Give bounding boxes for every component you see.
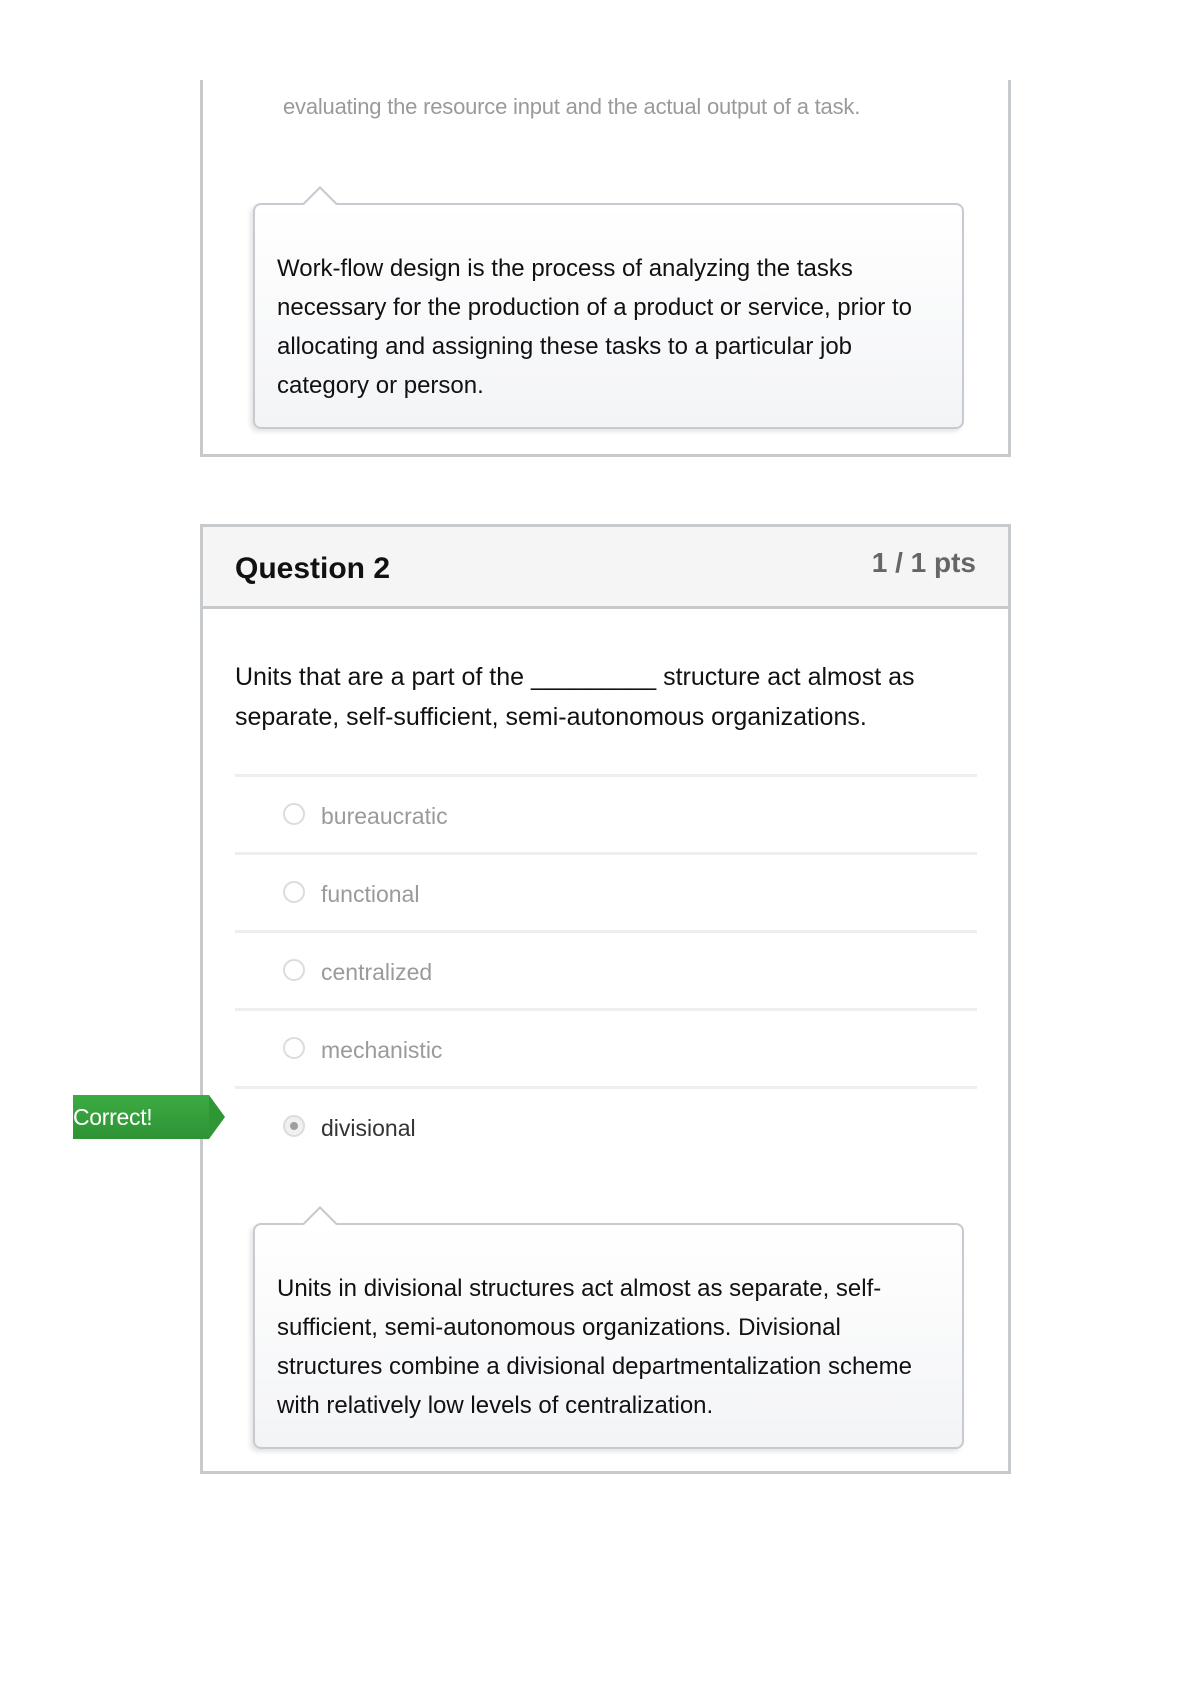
radio-button[interactable] [283,959,305,981]
radio-button[interactable] [283,881,305,903]
question-title: Question 2 [235,552,391,585]
feedback-text: Units in divisional structures act almost as separate, self-sufficient, semi-autonomous organizations. Divisional structures combine a divisional departmentalization scheme with relatively low levels of centralization. [277,1275,912,1419]
answer-label: centralized [321,959,433,985]
answer-label: functional [321,881,420,907]
previous-feedback-text: Work-flow design is the process of analyzing the tasks necessary for the production of a product or service, prior to allocating and assigning these tasks to a particular job category or person. [277,255,912,399]
answer-label: bureaucratic [321,803,448,829]
feedback-callout [253,1223,964,1449]
answer-option[interactable] [235,852,977,930]
answer-option[interactable] [235,930,977,1008]
correct-flag-text: Correct! [73,1104,153,1130]
previous-answer-text: evaluating the resource input and the actual output of a task. [283,94,861,119]
radio-button[interactable] [283,1037,305,1059]
radio-button-selected[interactable] [283,1115,305,1137]
question-text: Units that are a part of the _________ structure act almost as separate, self-sufficient, semi-autonomous organizations. [235,663,915,731]
correct-flag [73,1095,225,1139]
answer-option-selected[interactable] [235,1086,977,1164]
question-points: 1 / 1 pts [871,547,976,578]
previous-question-card [200,80,1011,457]
answer-label: mechanistic [321,1037,443,1063]
answer-label: divisional [321,1115,416,1141]
question-header [203,527,1008,609]
question-card [200,524,1011,1474]
previous-feedback-callout [253,203,964,429]
answer-list [235,774,977,1164]
answer-option[interactable] [235,774,977,852]
answer-option[interactable] [235,1008,977,1086]
radio-button[interactable] [283,803,305,825]
correct-flag-arrow-icon [209,1095,225,1139]
